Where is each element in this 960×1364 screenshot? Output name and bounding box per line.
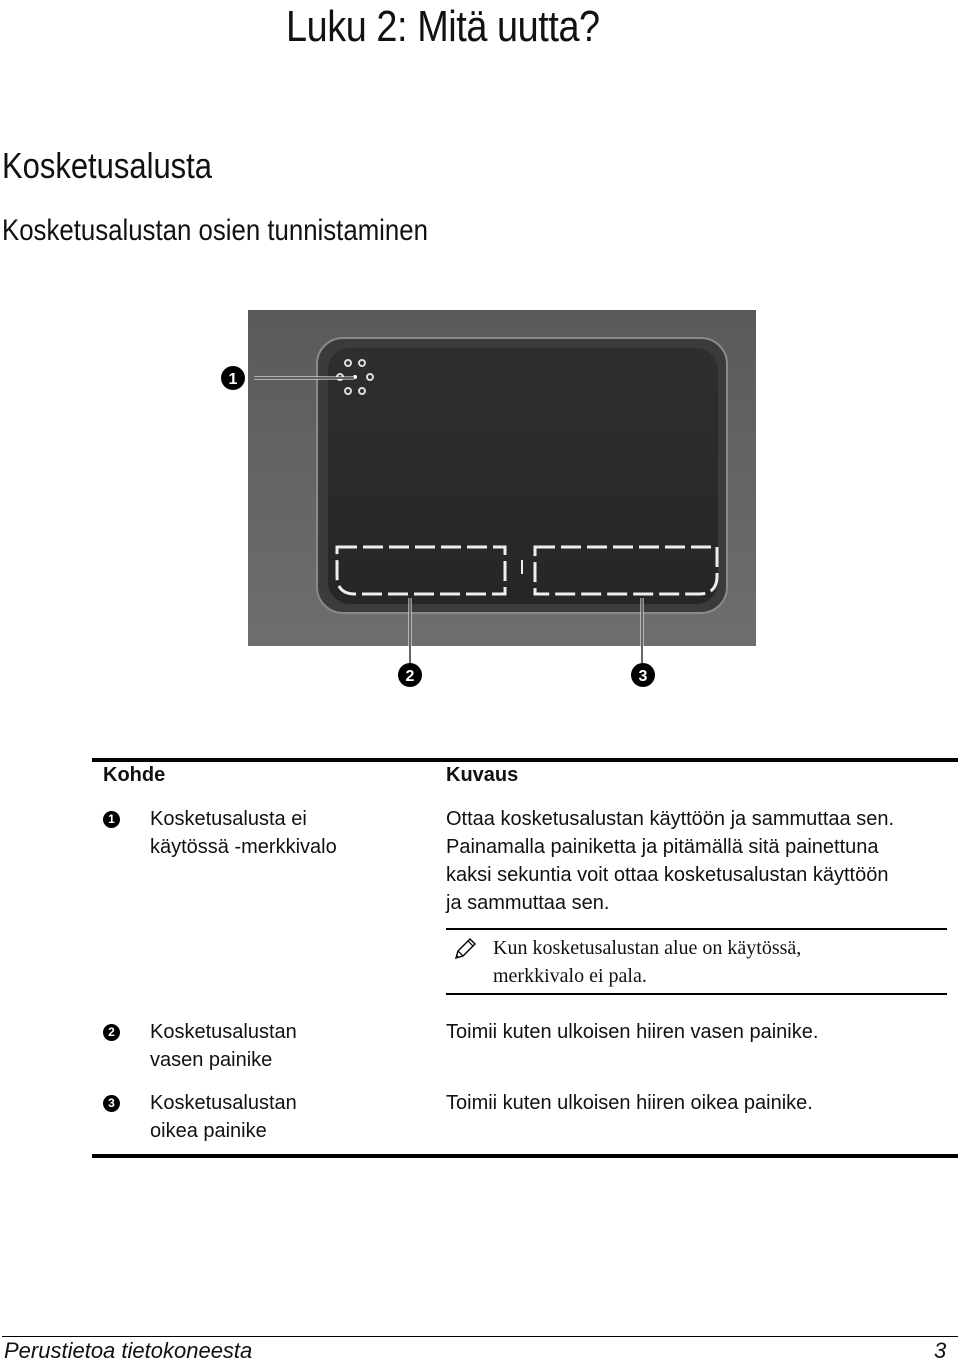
- row-3-item: Kosketusalustan oikea painike: [150, 1092, 297, 1142]
- section-title: Kosketusalusta: [2, 145, 212, 186]
- subsection-title: Kosketusalustan osien tunnistaminen: [2, 214, 428, 247]
- table-bottom-rule: [92, 1154, 958, 1158]
- chapter-title: Luku 2: Mitä uutta?: [286, 2, 600, 51]
- callout-2-label: 2: [405, 668, 415, 685]
- row-1-description: Ottaa kosketusalustan käyttöön ja sammuttaa sen. Painamalla painiketta ja pitämällä sitä painettuna kaksi sekuntia voit ottaa kosketusalustan käyttöön ja sammuttaa sen.: [446, 808, 895, 914]
- footer-rule: [2, 1336, 958, 1337]
- row-3-description: Toimii kuten ulkoisen hiiren oikea painike.: [446, 1092, 813, 1114]
- header-item: Kohde: [103, 764, 166, 786]
- table-top-rule: [92, 758, 958, 762]
- touchpad-illustration: [220, 308, 760, 694]
- note-bottom-rule: [446, 993, 947, 995]
- row-2-item: Kosketusalustan vasen painike: [150, 1021, 297, 1071]
- callout-3-label: 3: [638, 668, 648, 685]
- callout-3: [631, 663, 655, 687]
- footer-title: Perustietoa tietokoneesta: [4, 1338, 253, 1363]
- row-2-number: 2: [103, 1024, 120, 1041]
- callout-1: [221, 366, 245, 390]
- row-1-item: Kosketusalusta ei käytössä -merkkivalo: [150, 808, 337, 858]
- row-2-description: Toimii kuten ulkoisen hiiren vasen painike.: [446, 1021, 819, 1043]
- note-top-rule: [446, 928, 947, 930]
- callout-1-label: 1: [228, 371, 238, 388]
- row-3-number: 3: [103, 1095, 120, 1112]
- note-pencil-icon: [452, 936, 478, 962]
- row-1-number: 1: [103, 811, 120, 828]
- page-number: 3: [934, 1338, 947, 1363]
- callout-2: [398, 663, 422, 687]
- note-text: Kun kosketusalustan alue on käytössä, merkkivalo ei pala.: [493, 937, 802, 987]
- header-description: Kuvaus: [446, 764, 519, 786]
